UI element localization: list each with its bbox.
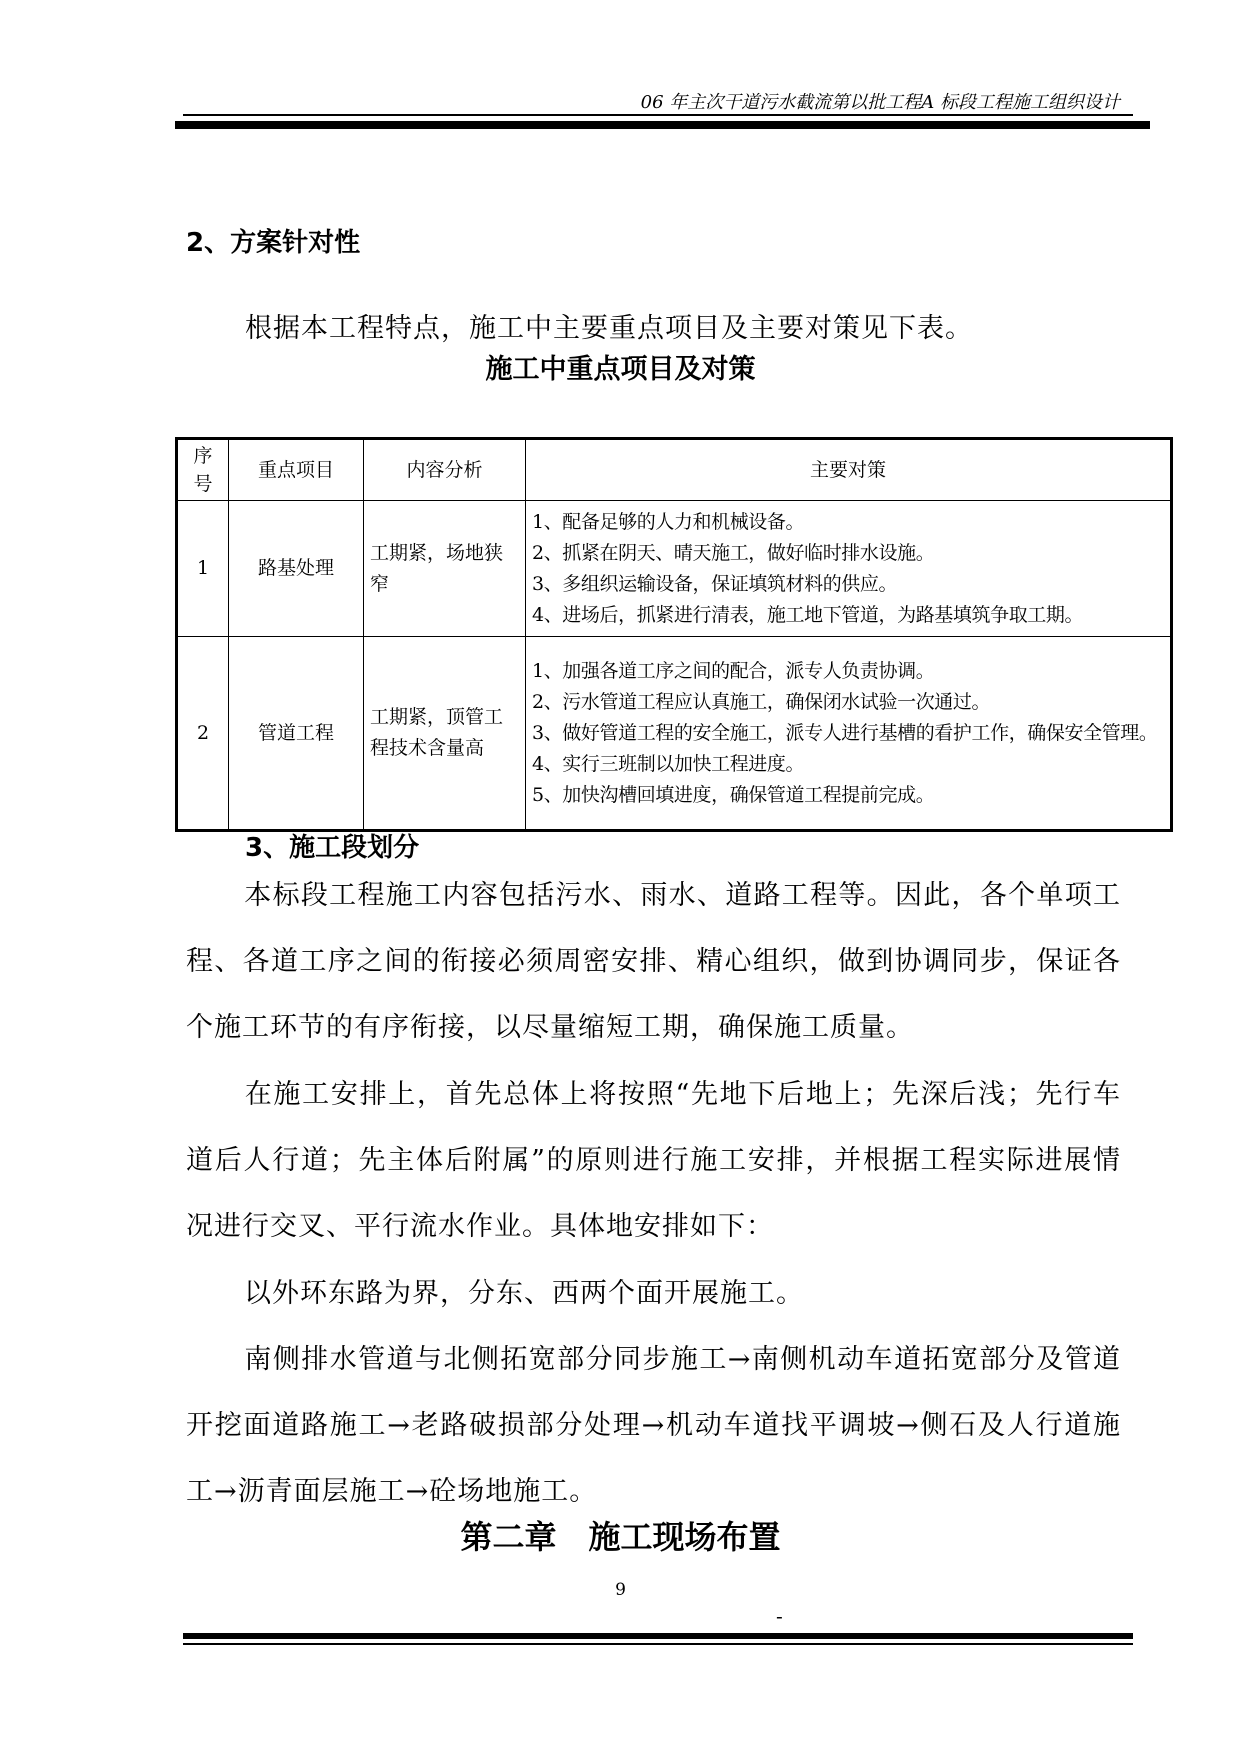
strategy-table: [175, 437, 1173, 832]
row-2-measure: 3、做好管道工程的安全施工，派专人进行基槽的看护工作，确保安全管理。: [532, 721, 1158, 744]
header-analysis: 内容分析: [364, 439, 526, 501]
section-3-paragraph-4: 南侧排水管道与北侧拓宽部分同步施工→南侧机动车道拓宽部分及管道开挖面道路施工→老路破损部分处理→机动车道找平调坡→侧石及人行道施工→沥青面层施工→砼场地施工。: [186, 1344, 1121, 1507]
table-title: 施工中重点项目及对策: [485, 354, 756, 385]
section-3-heading: 3、施工段划分: [245, 833, 420, 863]
section-3-paragraph-3: 以外环东路为界，分东、西两个面开展施工。: [244, 1278, 804, 1309]
header-item: 重点项目: [229, 439, 364, 501]
row-2-measure: 4、实行三班制以加快工程进度。: [532, 752, 805, 775]
row-1-no: 1: [177, 501, 229, 637]
row-1-item: 路基处理: [229, 501, 364, 637]
footer-rule-thick: [183, 1633, 1133, 1639]
row-1-measure: 4、进场后，抓紧进行清表，施工地下管道，为路基填筑争取工期。: [532, 603, 1084, 626]
section-3-paragraph-1: 本标段工程施工内容包括污水、雨水、道路工程等。因此，各个单项工程、各道工序之间的衔接必须周密安排、精心组织，做到协调同步，保证各个施工环节的有序衔接，以尽量缩短工期，确保施工质量。: [186, 880, 1121, 1043]
table-row: [177, 637, 1172, 831]
header-no: 序号: [177, 439, 229, 501]
header-rule-thick: [175, 121, 1150, 129]
row-1-analysis: 工期紧，场地狭窄: [364, 501, 526, 637]
section-3-paragraph-2: 在施工安排上，首先总体上将按照“先地下后地上；先深后浅；先行车道后人行道；先主体后附属”的原则进行施工安排，并根据工程实际进展情况进行交叉、平行流水作业。具体地安排如下：: [186, 1079, 1121, 1242]
row-1-measures: [526, 501, 1172, 637]
section-2-intro: 根据本工程特点，施工中主要重点项目及主要对策见下表。: [245, 313, 973, 344]
row-2-measure: 1、加强各道工序之间的配合，派专人负责协调。: [532, 659, 935, 682]
row-2-analysis: 工期紧，顶管工程技术含量高: [364, 637, 526, 831]
table-row: [177, 501, 1172, 637]
row-2-measure: 2、污水管道工程应认真施工，确保闭水试验一次通过。: [532, 690, 991, 713]
row-1-measure: 1、配备足够的人力和机械设备。: [532, 510, 805, 533]
row-2-measures: [526, 637, 1172, 831]
row-1-measure: 2、抓紧在阴天、晴天施工，做好临时排水设施。: [532, 541, 935, 564]
table-header-row: [177, 439, 1172, 501]
row-2-item: 管道工程: [229, 637, 364, 831]
row-1-measure: 3、多组织运输设备，保证填筑材料的供应。: [532, 572, 898, 595]
section-2-heading: 2、方案针对性: [186, 228, 361, 258]
row-2-no: 2: [177, 637, 229, 831]
chapter-title: 第二章 施工现场布置: [460, 1518, 781, 1556]
page-number: 9: [615, 1580, 626, 1600]
footer-dash: -: [776, 1604, 783, 1628]
header-rule-thin: [183, 114, 1133, 116]
running-header: 06 年主次干道污水截流第以批工程A 标段工程施工组织设计: [640, 92, 1120, 113]
header-measures: 主要对策: [526, 439, 1172, 501]
footer-rule-thin: [183, 1643, 1133, 1645]
row-2-measure: 5、加快沟槽回填进度，确保管道工程提前完成。: [532, 783, 935, 806]
